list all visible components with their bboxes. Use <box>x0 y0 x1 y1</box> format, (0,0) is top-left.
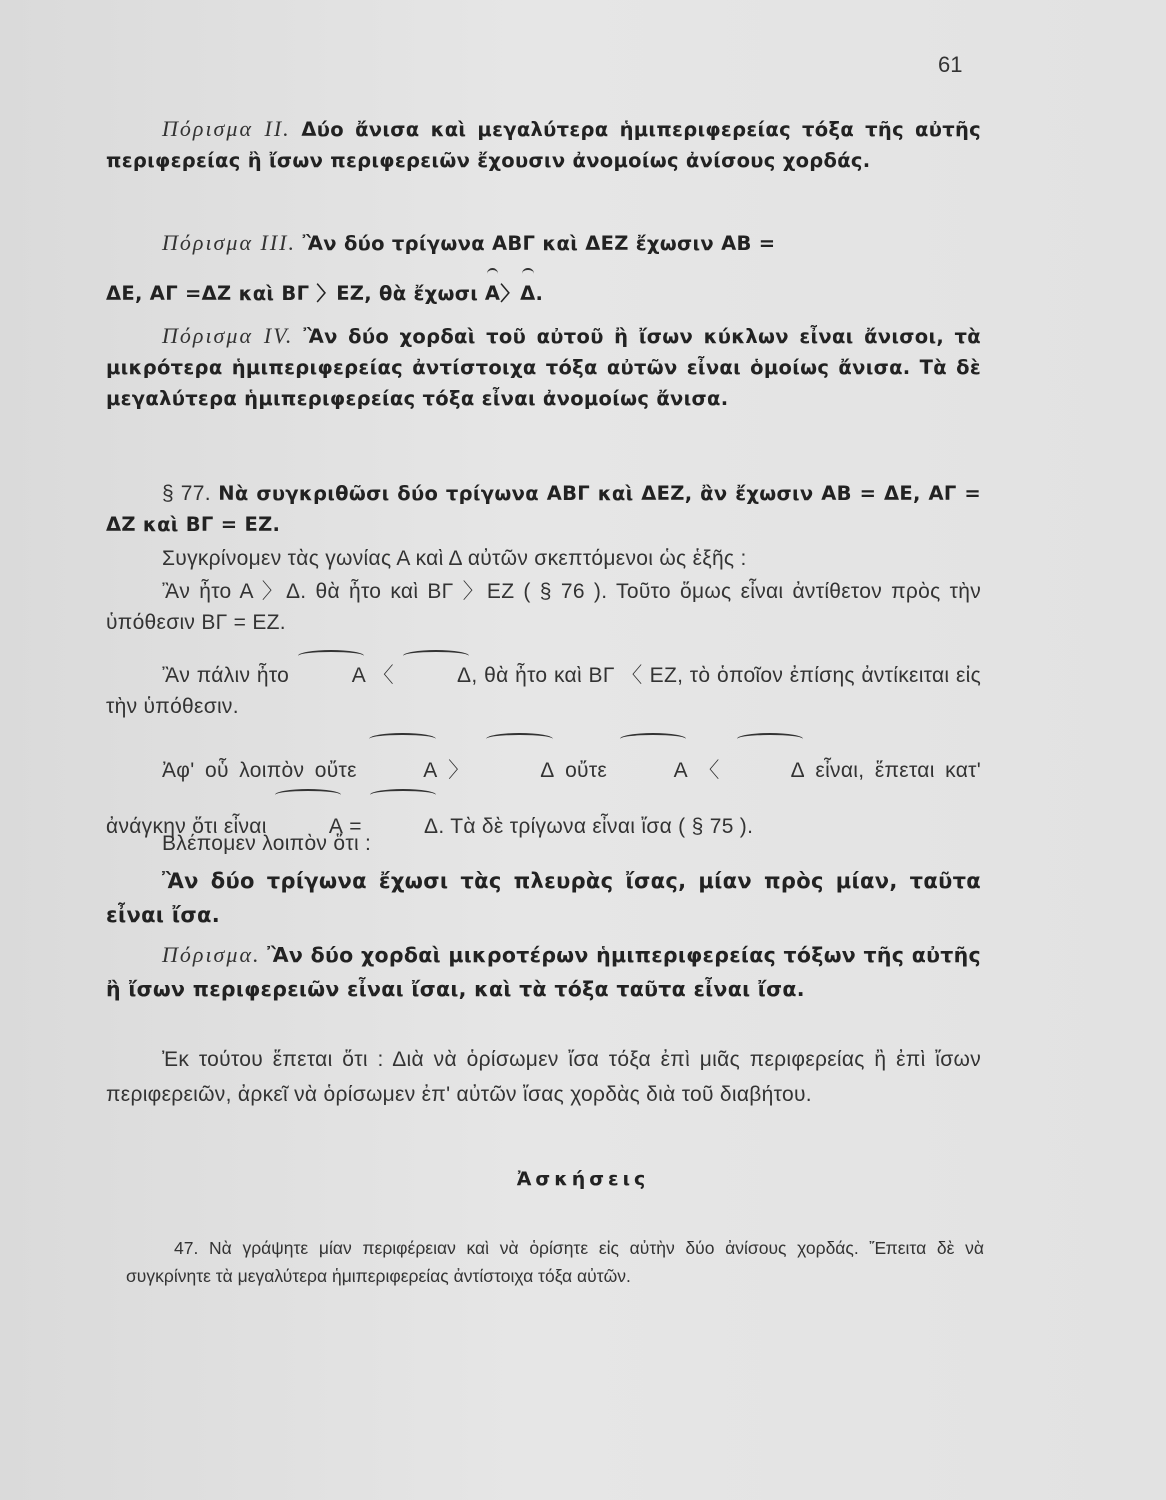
p3-start: Ἂν πάλιν ἦτο <box>162 664 290 687</box>
section-77-p2: Ἂν ἦτο Α 〉Δ. θὰ ἦτο καὶ ΒΓ 〉ΕΖ ( § 76 ). Τοῦτο ὅμως εἶναι ἀντίθετον πρὸς τὴν ὑπόθεσιν ΒΓ = ΕΖ. <box>106 580 981 634</box>
p4-end: . Τὰ δὲ τρίγωνα εἶναι ἴσα ( § 75 ). <box>438 815 754 838</box>
porisma-3-end: . <box>535 282 544 305</box>
section-77-p5: Βλέπομεν λοιπὸν ὅτι : <box>162 832 372 855</box>
p4-angle-d1: Δ <box>484 743 554 799</box>
porisma-4-label: Πόρισμα ΙV. <box>162 323 294 348</box>
exercise-47: 47. Νὰ γράψητε μίαν περιφέρειαν καὶ νὰ ὁρίσητε εἰς αὐτὴν δύο ἀνίσους χορδάς. Ἔπειτα δὲ νὰ συγκρίνητε τὰ μεγαλύτερα ἡμιπεριφερείας ἀντίστοιχα τόξα αὐτῶν. <box>126 1238 984 1286</box>
porisma-final-label: Πόρισμα. <box>162 942 261 967</box>
porisma-4-text: Ἂν δύο χορδαὶ τοῦ αὐτοῦ ἢ ἴσων κύκλων εἶναι ἄνισοι, τὰ μικρότερα ἡμιπεριφερείας ἀντίστοιχα τόξα αὐτῶν εἶναι ὁμοίως ἄνισα. Τὰ δὲ μεγαλύτερα ἡμιπεριφερείας τόξα εἶναι ἀνομοίως ἄνισα. <box>106 325 981 410</box>
p3-angle-d: Δ <box>401 660 471 691</box>
p4-angle-d3: Δ <box>368 799 438 855</box>
p4-middle: εἶναι, ἕπεται κατ' ἀνάγκην ὅτι εἶναι <box>106 759 982 838</box>
porisma-2-label: Πόρισμα ΙΙ. <box>162 116 291 141</box>
porisma-3-text-2: ΔΕ, ΑΓ =ΔΖ καὶ ΒΓ 〉ΕΖ, θὰ ἔχωσι <box>106 282 479 305</box>
porisma-3-line-2 <box>106 278 981 309</box>
p4-greater-sign: 〉 <box>448 759 474 782</box>
p4-angle-a3: Α <box>273 799 343 855</box>
section-77-p3 <box>106 660 981 722</box>
exercises-heading: Ἀσκήσεις <box>516 1168 650 1190</box>
porisma-3-label: Πόρισμα ΙΙΙ. <box>162 230 296 255</box>
section-77-p1: Συγκρίνομεν τὰς γωνίας Α καὶ Δ αὐτῶν σκεπτόμενοι ὡς ἑξῆς : <box>162 547 747 570</box>
p4-angle-a1: Α <box>367 743 437 799</box>
greater-sign: 〉 <box>500 282 521 305</box>
angle-a: Α <box>485 278 500 309</box>
porisma-2 <box>106 113 981 176</box>
porisma-2-text: Δύο ἄνισα καὶ μεγαλύτερα ἡμιπεριφερείας τόξα τῆς αὐτῆς περιφερείας ἢ ἴσων περιφερειῶν ἔχουσιν ἀνομοίως ἀνίσους χορδάς. <box>106 118 981 172</box>
p3-angle-a: Α <box>296 660 366 691</box>
porisma-3-text-1: Ἂν δύο τρίγωνα ΑΒΓ καὶ ΔΕΖ ἔχωσιν ΑΒ = <box>302 232 776 255</box>
porisma-3 <box>106 227 981 259</box>
p3-end: , θὰ ἦτο καὶ ΒΓ 〈 ΕΖ, τὸ ὁποῖον ἐπίσης ἀντίκειται εἰς τὴν ὑπόθεσιν. <box>106 664 982 718</box>
porisma-4 <box>106 320 981 414</box>
p3-less-sign: 〈 <box>372 664 395 687</box>
porisma-final-text: Ἂν δύο χορδαὶ μικροτέρων ἡμιπεριφερείας τόξων τῆς αὐτῆς ἢ ἴσων περιφερειῶν εἶναι ἴσαι, καὶ τὰ τόξα ταῦτα εἶναι ἴσα. <box>106 943 981 1001</box>
porisma-final <box>106 938 981 1006</box>
p4-angle-d2: Δ <box>735 743 805 799</box>
p4-start: Ἀφ' οὗ λοιπὸν οὔτε <box>162 759 357 782</box>
theorem-statement: Ἂν δύο τρίγωνα ἔχωσι τὰς πλευρὰς ἴσας, μίαν πρὸς μίαν, ταῦτα εἶναι ἴσα. <box>106 869 981 927</box>
p4-neither: οὔτε <box>565 759 608 782</box>
p4-less-sign: 〈 <box>698 759 725 782</box>
section-77-text: Νὰ συγκριθῶσι δύο τρίγωνα ΑΒΓ καὶ ΔΕΖ, ἂν ἔχωσιν ΑΒ = ΔΕ, ΑΓ = ΔΖ καὶ ΒΓ = ΕΖ. <box>106 482 981 536</box>
page-number: 61 <box>938 52 963 77</box>
p4-angle-a2: Α <box>618 743 688 799</box>
section-77-number: § 77. <box>162 482 211 505</box>
porisma-final-followup: Ἐκ τούτου ἕπεται ὅτι : Διὰ νὰ ὁρίσωμεν ἴσα τόξα ἐπὶ μιᾶς περιφερείας ἢ ἐπὶ ἴσων περιφερειῶν, ἀρκεῖ νὰ ὁρίσωμεν ἐπ' αὐτῶν ἴσας χορδὰς διὰ τοῦ διαβήτου. <box>106 1048 981 1106</box>
angle-d: Δ <box>520 278 535 309</box>
section-77 <box>106 478 981 540</box>
p4-equal-sign: = <box>349 815 362 838</box>
